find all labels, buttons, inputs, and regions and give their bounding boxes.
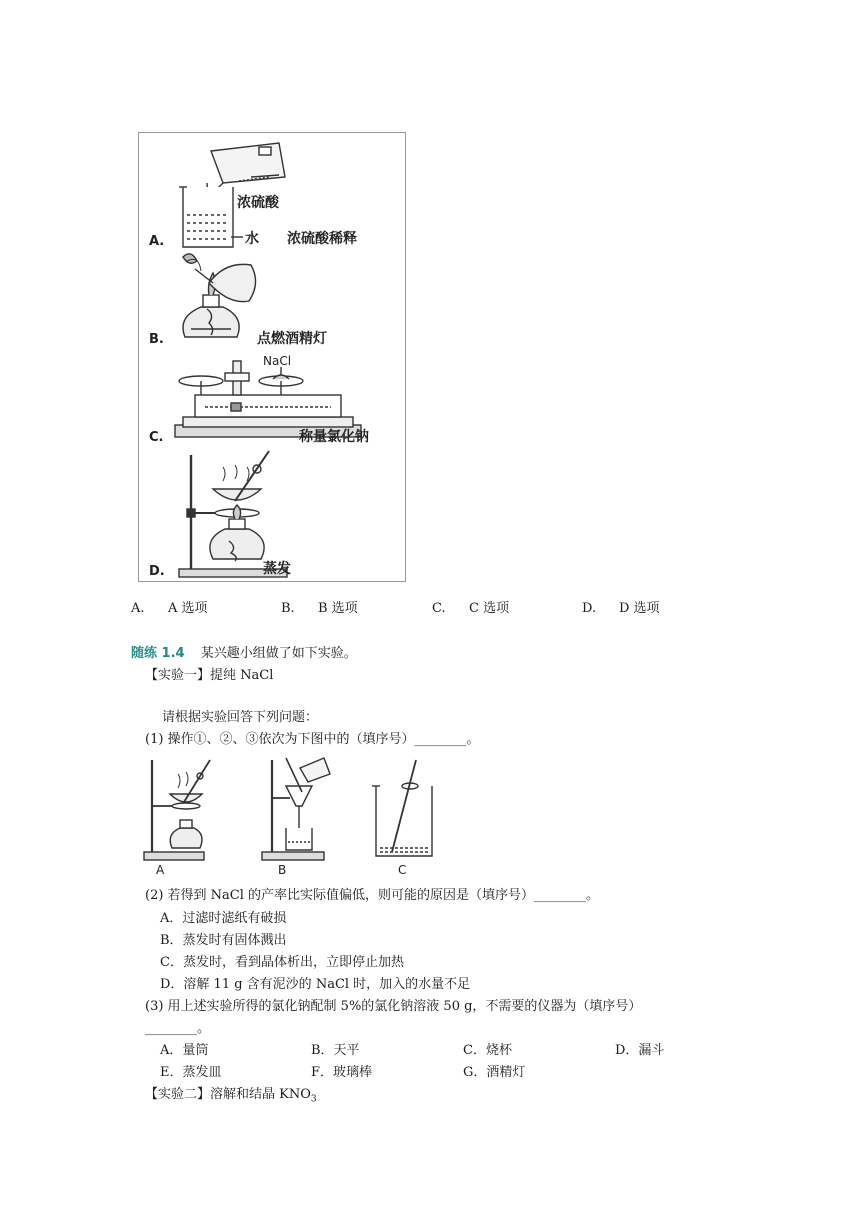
label-nacl: NaCl [263, 354, 292, 368]
sub3-option-g: G．酒精灯 [463, 1065, 526, 1080]
answer-c-text: C 选项 [469, 601, 510, 616]
answer-b-text: B 选项 [318, 601, 358, 616]
figure-experiment-options [138, 132, 406, 582]
option-letter-a: A. [149, 234, 165, 249]
answer-a-letter: A. [131, 601, 145, 616]
operation-label-a: A [156, 863, 165, 877]
operation-label-b: B [278, 863, 287, 877]
answer-c-letter: C. [432, 601, 446, 616]
answer-a-text: A 选项 [168, 601, 208, 616]
operation-a-evaporation [144, 760, 210, 860]
answer-d-letter: D. [582, 601, 597, 616]
label-water: 水 [245, 231, 259, 247]
label-conc-acid: 浓硫酸 [237, 195, 279, 211]
question-prompt: 请根据实验回答下列问题： [162, 710, 319, 725]
experiment-two-title [145, 1086, 317, 1109]
experiment-two-text: 【实验二】溶解和结晶 KNO [145, 1087, 311, 1102]
label-weigh: 称量氯化钠 [299, 429, 369, 445]
sub3-option-c: C．烧杯 [463, 1043, 512, 1058]
option-letter-d: D. [149, 564, 165, 579]
label-light-lamp: 点燃酒精灯 [257, 331, 327, 347]
experiment-diagram [139, 133, 407, 583]
sub3-option-a: A．量筒 [160, 1043, 209, 1058]
answer-d-text: D 选项 [619, 601, 660, 616]
operation-label-c: C [398, 863, 407, 877]
experiment-two-subscript: 3 [310, 1094, 317, 1105]
question-tag: 随练 1.4 [131, 646, 185, 661]
sub-question-3-blank: ________。 [145, 1021, 211, 1036]
figure-operations [140, 756, 440, 882]
sub3-option-e: E．蒸发皿 [160, 1065, 222, 1080]
option-letter-b: B. [149, 332, 164, 347]
evaporation-apparatus [179, 451, 287, 577]
balance-apparatus [175, 361, 361, 437]
label-evaporate: 蒸发 [263, 561, 291, 577]
sub3-option-f: F．玻璃棒 [311, 1065, 373, 1080]
sub-question-1: (1) 操作①、②、③依次为下图中的（填序号）________。 [145, 732, 480, 747]
sub2-option-a: A．过滤时滤纸有破损 [160, 911, 287, 926]
question-intro: 某兴趣小组做了如下实验。 [200, 646, 357, 661]
sub3-option-d: D．漏斗 [615, 1043, 665, 1058]
operations-diagram [140, 756, 440, 882]
sub2-option-b: B．蒸发时有固体溅出 [160, 933, 287, 948]
operation-b-filtration [262, 758, 330, 860]
label-dilute: 浓硫酸稀释 [287, 231, 357, 247]
sub-question-2: (2) 若得到 NaCl 的产率比实际值偏低，则可能的原因是（填序号）________。 [145, 888, 600, 903]
sub2-option-c: C．蒸发时，看到晶体析出，立即停止加热 [160, 955, 404, 970]
sub-question-3: (3) 用上述实验所得的氯化钠配制 5%的氯化钠溶液 50 g，不需要的仪器为（填序号） [145, 999, 642, 1014]
question-header [131, 645, 357, 663]
sub3-option-b: B．天平 [311, 1043, 360, 1058]
sub2-option-d: D．溶解 11 g 含有泥沙的 NaCl 时，加入的水量不足 [160, 977, 471, 992]
answer-b-letter: B. [281, 601, 295, 616]
operation-c-dissolving [372, 760, 432, 856]
alcohol-lamp-apparatus [183, 254, 256, 337]
experiment-one-title: 【实验一】提纯 NaCl [145, 668, 274, 683]
option-letter-c: C. [149, 430, 164, 445]
